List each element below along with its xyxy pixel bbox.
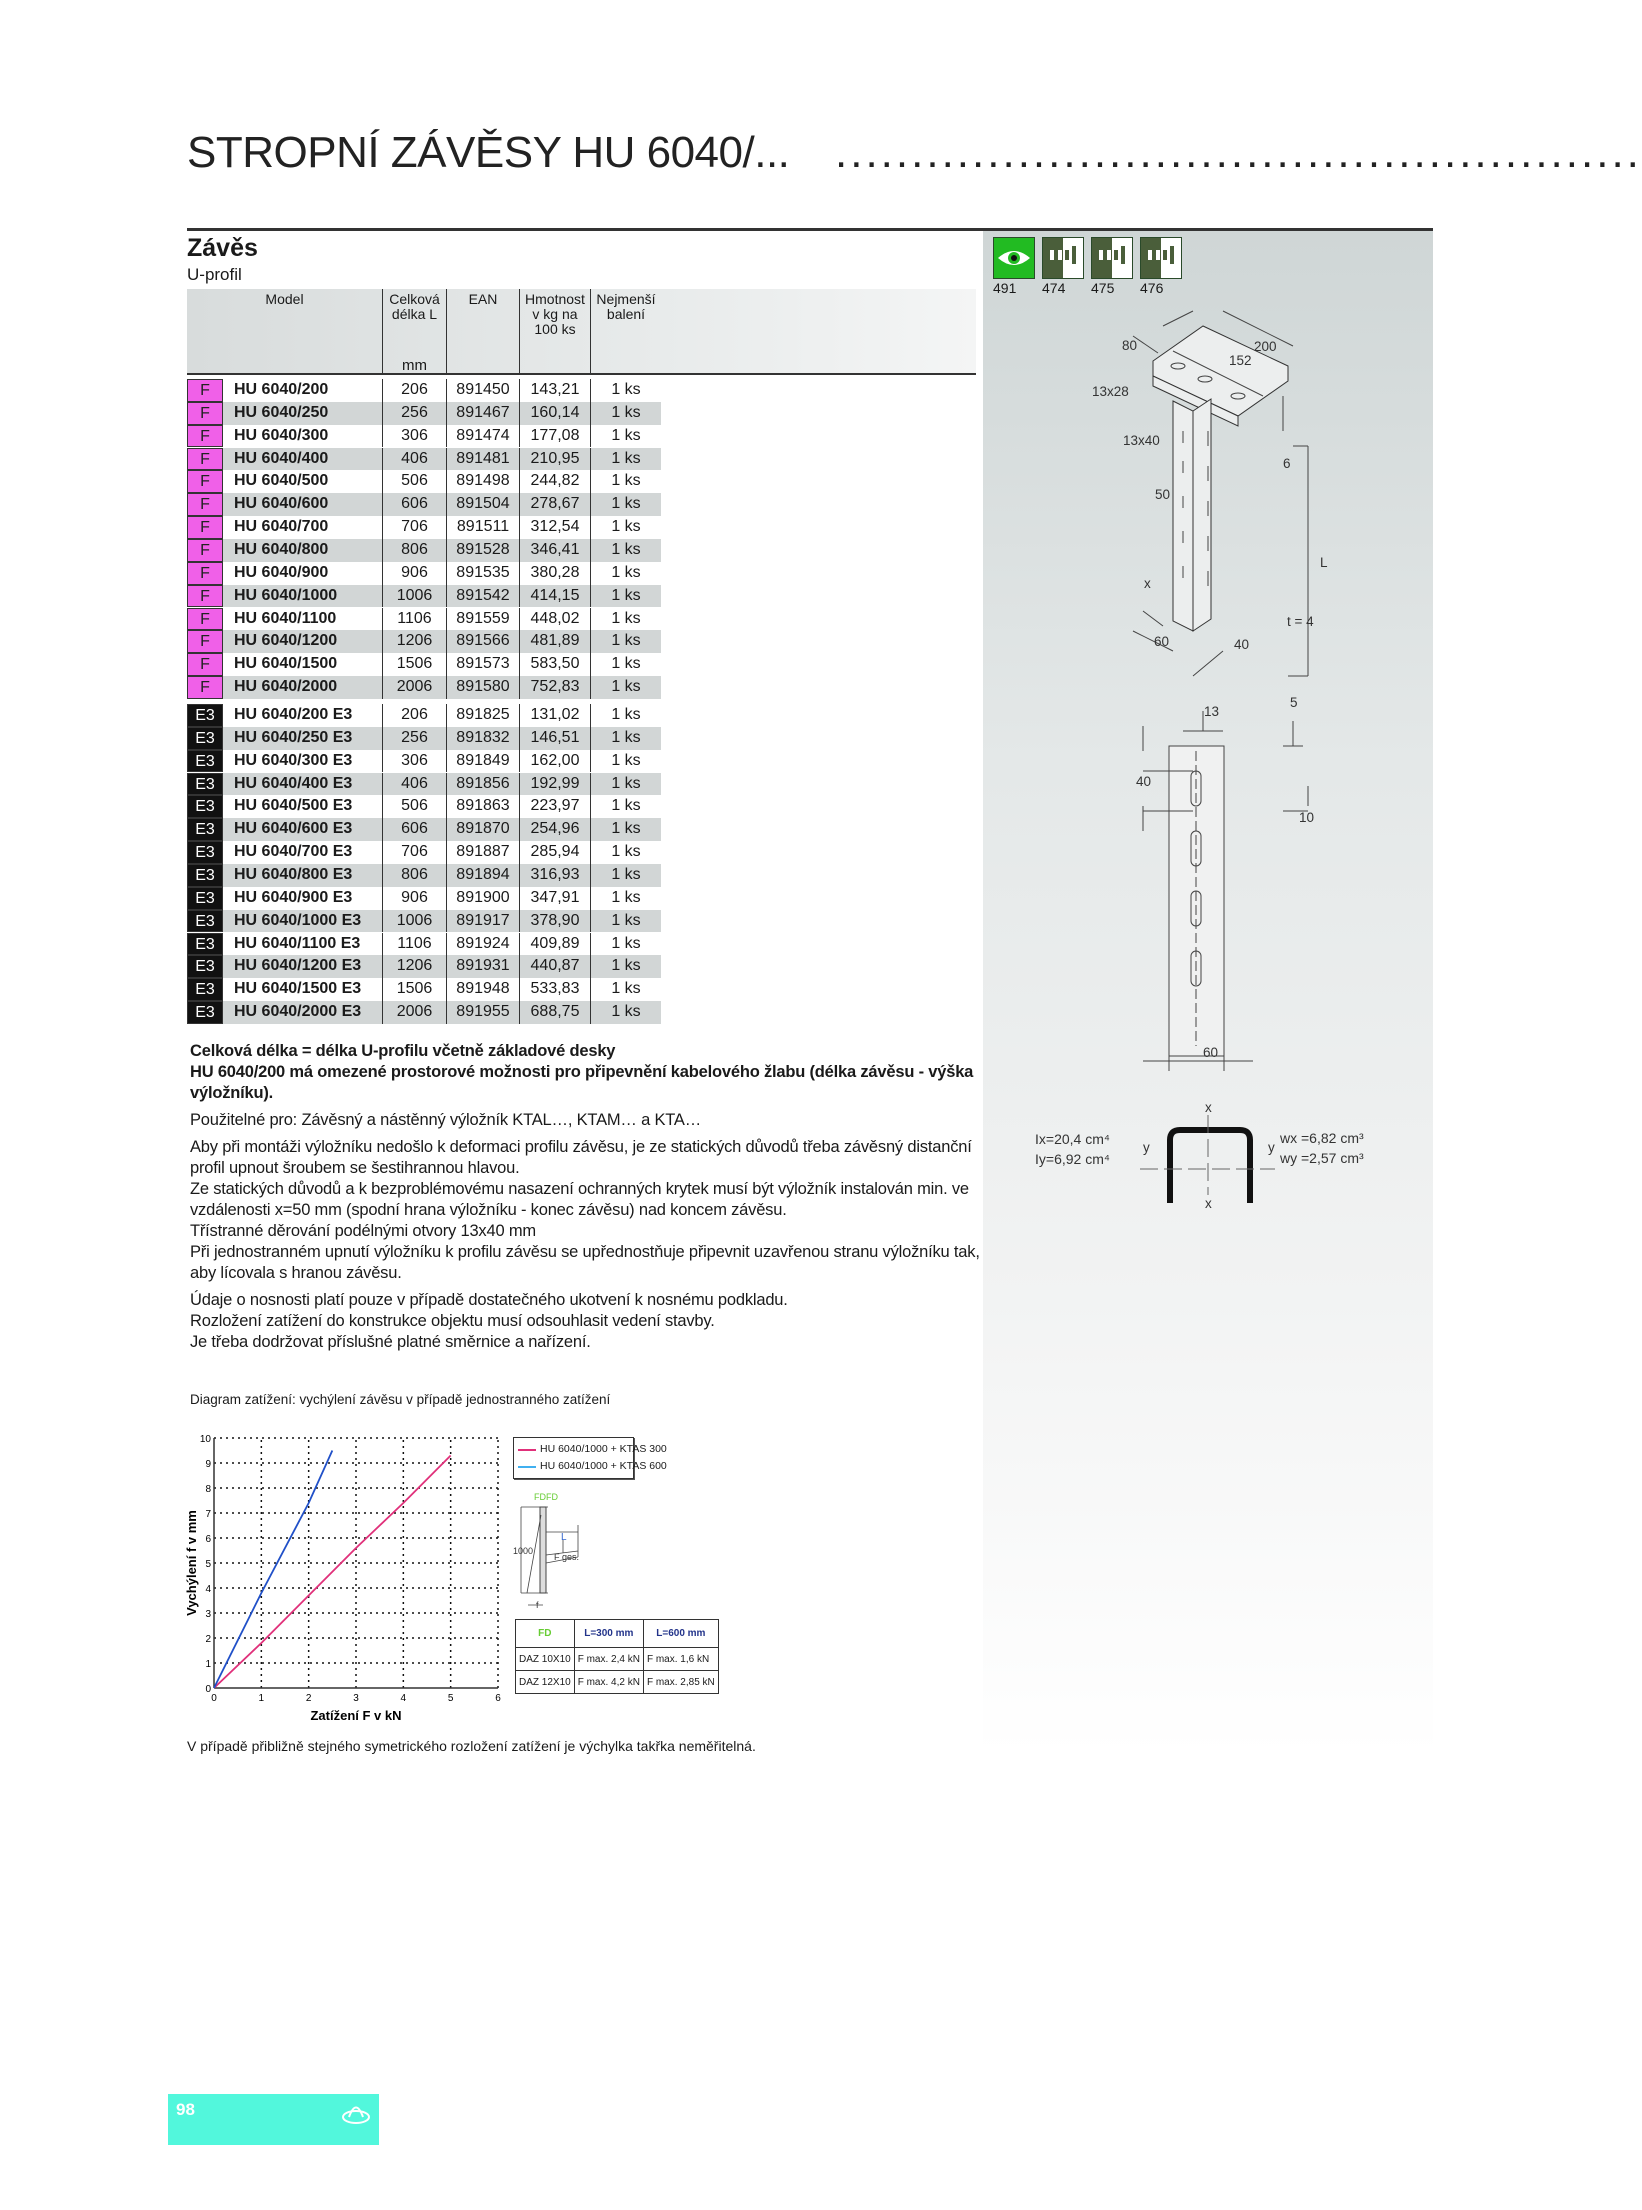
- y-tick-label: 2: [205, 1634, 211, 1645]
- length-cell: 606: [382, 818, 446, 841]
- model-cell: HU 6040/2000: [234, 678, 338, 696]
- pack-cell: 1 ks: [590, 653, 661, 676]
- table-row: [187, 818, 661, 841]
- badge: E3: [187, 841, 223, 864]
- header-model: Model: [265, 291, 304, 307]
- ean-cell: 891474: [446, 425, 519, 448]
- model-cell: HU 6040/1500 E3: [234, 980, 362, 998]
- ean-cell: 891900: [446, 887, 519, 910]
- weight-cell: 160,14: [519, 402, 590, 425]
- dim-front-10: 10: [1299, 810, 1315, 825]
- length-cell: 1106: [382, 608, 446, 631]
- ean-cell: 891924: [446, 933, 519, 956]
- pack-cell: 1 ks: [590, 1001, 661, 1024]
- model-cell: HU 6040/600 E3: [234, 820, 353, 838]
- ean-cell: 891535: [446, 562, 519, 585]
- lt-header: L=300 mm: [574, 1620, 643, 1648]
- technical-drawing: [983, 231, 1433, 1091]
- note-p4: Třístranné děrování podélnými otvory 13x40 mm: [190, 1222, 536, 1240]
- table-row: [187, 676, 661, 699]
- ean-cell: 891931: [446, 955, 519, 978]
- model-cell: HU 6040/700 E3: [234, 843, 353, 861]
- axis-y-right: y: [1268, 1140, 1275, 1155]
- badge: E3: [187, 955, 223, 978]
- weight-cell: 316,93: [519, 864, 590, 887]
- x-tick-label: 1: [258, 1693, 265, 1704]
- dim-x: x: [1144, 576, 1151, 591]
- dim-slot-13x28: 13x28: [1092, 384, 1129, 399]
- model-cell: HU 6040/250: [234, 403, 329, 421]
- weight-cell: 162,00: [519, 750, 590, 773]
- y-tick-label: 10: [199, 1434, 211, 1445]
- dim-front-13: 13: [1204, 704, 1220, 719]
- sketch-fges: F ges.: [554, 1552, 580, 1562]
- pack-cell: 1 ks: [590, 470, 661, 493]
- lt-cell: F max. 4,2 kN: [574, 1671, 643, 1694]
- section-subtitle: U-profil: [187, 265, 242, 284]
- sketch-f: f: [536, 1600, 539, 1610]
- ean-cell: 891498: [446, 470, 519, 493]
- weight-cell: 347,91: [519, 887, 590, 910]
- header-weight: Hmotnost v kg na 100 ks: [519, 289, 590, 375]
- dim-50: 50: [1155, 487, 1171, 502]
- header-length: [382, 289, 446, 375]
- pack-cell: 1 ks: [590, 676, 661, 699]
- badge: F: [187, 630, 223, 653]
- weight-cell: 378,90: [519, 910, 590, 933]
- table-row: [187, 795, 661, 818]
- legend-item: HU 6040/1000 + KTAS 300: [540, 1443, 667, 1455]
- table-row: [187, 425, 661, 448]
- title-leader-dots: .....................................................: [835, 128, 1642, 177]
- weight-cell: 177,08: [519, 425, 590, 448]
- model-cell: HU 6040/500: [234, 472, 329, 490]
- badge: F: [187, 608, 223, 631]
- y-tick-label: 8: [205, 1484, 211, 1495]
- model-cell: HU 6040/600: [234, 495, 329, 513]
- lt-cell: F max. 1,6 kN: [643, 1648, 718, 1671]
- load-capacity-table: [515, 1619, 719, 1694]
- badge: F: [187, 470, 223, 493]
- y-tick-label: 3: [205, 1609, 211, 1620]
- table-row: [187, 585, 661, 608]
- ean-cell: 891511: [446, 516, 519, 539]
- badge: F: [187, 425, 223, 448]
- length-cell: 1506: [382, 653, 446, 676]
- weight-cell: 752,83: [519, 676, 590, 699]
- length-cell: 406: [382, 773, 446, 796]
- x-tick-label: 5: [447, 1693, 454, 1704]
- dim-slot-13x40: 13x40: [1123, 433, 1160, 448]
- model-cell: HU 6040/1200 E3: [234, 957, 362, 975]
- pack-cell: 1 ks: [590, 727, 661, 750]
- badge: E3: [187, 750, 223, 773]
- pack-cell: 1 ks: [590, 955, 661, 978]
- icon-label: 491: [993, 280, 1017, 296]
- table-row: [187, 933, 661, 956]
- sketch-L: L: [561, 1532, 567, 1543]
- dim-40: 40: [1234, 637, 1250, 652]
- table-row: [187, 448, 661, 471]
- weight-cell: 448,02: [519, 608, 590, 631]
- weight-cell: 481,89: [519, 630, 590, 653]
- page-footer-box: [168, 2094, 379, 2145]
- ean-cell: 891832: [446, 727, 519, 750]
- axis-x-top: x: [1205, 1100, 1212, 1115]
- table-row: [187, 539, 661, 562]
- table-row: [187, 910, 661, 933]
- page-title: STROPNÍ ZÁVĚSY HU 6040/...: [187, 128, 790, 177]
- weight-cell: 143,21: [519, 379, 590, 402]
- dim-front-40: 40: [1136, 774, 1152, 789]
- weight-cell: 346,41: [519, 539, 590, 562]
- ean-cell: 891580: [446, 676, 519, 699]
- table-row: [187, 978, 661, 1001]
- ean-cell: 891573: [446, 653, 519, 676]
- table-row: [187, 493, 661, 516]
- pack-cell: 1 ks: [590, 608, 661, 631]
- deflection-chart: [180, 1420, 510, 1740]
- ean-cell: 891450: [446, 379, 519, 402]
- table-row: [187, 887, 661, 910]
- lt-header: L=600 mm: [643, 1620, 718, 1648]
- dim-80: 80: [1122, 338, 1138, 353]
- note-p8: Je třeba dodržovat příslušné platné směrnice a nařízení.: [190, 1333, 591, 1351]
- ean-cell: 891825: [446, 704, 519, 727]
- table-row: [187, 630, 661, 653]
- ean-cell: 891559: [446, 608, 519, 631]
- y-axis-label: Vychýlení f v mm: [184, 1510, 199, 1616]
- length-cell: 2006: [382, 1001, 446, 1024]
- sketch-fd: FD: [534, 1492, 546, 1502]
- pack-cell: 1 ks: [590, 448, 661, 471]
- pack-cell: 1 ks: [590, 750, 661, 773]
- dim-152: 152: [1229, 353, 1252, 368]
- lt-cell: DAZ 12X10: [516, 1671, 575, 1694]
- axis-x-bottom: x: [1205, 1196, 1212, 1211]
- model-cell: HU 6040/700: [234, 518, 329, 536]
- pack-cell: 1 ks: [590, 887, 661, 910]
- ean-cell: 891955: [446, 1001, 519, 1024]
- model-cell: HU 6040/1000 E3: [234, 911, 362, 929]
- table-row: [187, 773, 661, 796]
- badge: F: [187, 516, 223, 539]
- lt-cell: F max. 2,85 kN: [643, 1671, 718, 1694]
- table-row: [187, 562, 661, 585]
- dim-200: 200: [1254, 339, 1277, 354]
- pack-cell: 1 ks: [590, 402, 661, 425]
- length-cell: 256: [382, 402, 446, 425]
- weight-cell: 192,99: [519, 773, 590, 796]
- length-cell: 706: [382, 841, 446, 864]
- note-p7: Rozložení zatížení do konstrukce objektu musí odsouhlasit vedení stavby.: [190, 1312, 715, 1330]
- pack-cell: 1 ks: [590, 841, 661, 864]
- length-cell: 1206: [382, 955, 446, 978]
- table-row: [187, 470, 661, 493]
- table-row: [187, 955, 661, 978]
- note-p5: Při jednostranném upnutí výložníku k profilu závěsu se upřednostňuje připevnit uzavřenou stranu výložníku tak, aby lícovala s hranou závěsu.: [190, 1243, 980, 1282]
- table-row: [187, 516, 661, 539]
- ean-cell: 891856: [446, 773, 519, 796]
- header-length-label: Celková délka L: [389, 291, 440, 322]
- ean-cell: 891504: [446, 493, 519, 516]
- chart-footnote: V případě přibližně stejného symetrického rozložení zatížení je výchylka takřka neměřitelná.: [187, 1738, 756, 1754]
- pack-cell: 1 ks: [590, 933, 661, 956]
- length-cell: 306: [382, 425, 446, 448]
- u-profile-section: [1140, 1100, 1280, 1210]
- profile-wy: wy =2,57 cm³: [1280, 1150, 1364, 1166]
- x-axis-label: Zatížení F v kN: [310, 1708, 402, 1723]
- table-row: [187, 864, 661, 887]
- table-row: [187, 379, 661, 402]
- pack-cell: 1 ks: [590, 704, 661, 727]
- dim-front-5: 5: [1290, 695, 1298, 710]
- page-number: 98: [176, 2100, 195, 2119]
- weight-cell: 688,75: [519, 1001, 590, 1024]
- model-cell: HU 6040/400 E3: [234, 774, 353, 792]
- model-cell: HU 6040/800: [234, 540, 329, 558]
- badge: E3: [187, 978, 223, 1001]
- ean-cell: 891894: [446, 864, 519, 887]
- model-cell: HU 6040/500 E3: [234, 797, 353, 815]
- sketch-fd: FD: [546, 1492, 558, 1502]
- ean-cell: 891849: [446, 750, 519, 773]
- x-tick-label: 2: [305, 1693, 312, 1704]
- model-cell: HU 6040/1100 E3: [234, 934, 361, 952]
- section-title: Závěs: [187, 234, 258, 262]
- table-row: [187, 841, 661, 864]
- length-cell: 606: [382, 493, 446, 516]
- header-pack: Nejmenší balení: [590, 289, 661, 375]
- icon-label: 474: [1042, 280, 1066, 296]
- note-bold-1: Celková délka = délka U-profilu včetně základové desky: [190, 1042, 616, 1060]
- lt-header: FD: [516, 1620, 575, 1648]
- x-tick-label: 0: [211, 1693, 217, 1704]
- pack-cell: 1 ks: [590, 818, 661, 841]
- weight-cell: 583,50: [519, 653, 590, 676]
- weight-cell: 414,15: [519, 585, 590, 608]
- length-cell: 806: [382, 539, 446, 562]
- profile-ix: Ix=20,4 cm⁴: [1035, 1131, 1110, 1147]
- weight-cell: 223,97: [519, 795, 590, 818]
- pack-cell: 1 ks: [590, 493, 661, 516]
- note-p6: Údaje o nosnosti platí pouze v případě dostatečného ukotvení k nosnému podkladu.: [190, 1291, 788, 1309]
- ean-cell: 891870: [446, 818, 519, 841]
- ean-cell: 891467: [446, 402, 519, 425]
- model-cell: HU 6040/300 E3: [234, 751, 353, 769]
- lt-cell: DAZ 10X10: [516, 1648, 575, 1671]
- badge: F: [187, 676, 223, 699]
- model-cell: HU 6040/900 E3: [234, 888, 353, 906]
- series-line: [214, 1451, 332, 1689]
- ean-cell: 891887: [446, 841, 519, 864]
- table-row: [187, 750, 661, 773]
- x-tick-label: 3: [353, 1693, 359, 1704]
- weight-cell: 278,67: [519, 493, 590, 516]
- weight-cell: 254,96: [519, 818, 590, 841]
- length-cell: 1006: [382, 585, 446, 608]
- logo-icon: [340, 2102, 372, 2128]
- model-cell: HU 6040/800 E3: [234, 865, 353, 883]
- length-cell: 1006: [382, 910, 446, 933]
- weight-cell: 210,95: [519, 448, 590, 471]
- badge: E3: [187, 933, 223, 956]
- badge: E3: [187, 864, 223, 887]
- length-cell: 906: [382, 562, 446, 585]
- note-bold-2: HU 6040/200 má omezené prostorové možnosti pro připevnění kabelového žlabu (délka závěsu - výška výložníku).: [190, 1063, 974, 1102]
- length-cell: 1206: [382, 630, 446, 653]
- model-cell: HU 6040/300: [234, 426, 329, 444]
- icon-label: 476: [1140, 280, 1164, 296]
- table-row: [187, 1001, 661, 1024]
- y-tick-label: 0: [205, 1684, 211, 1695]
- chart-legend: [513, 1437, 667, 1479]
- x-tick-label: 4: [400, 1693, 407, 1704]
- axis-y-left: y: [1143, 1140, 1150, 1155]
- length-cell: 206: [382, 704, 446, 727]
- pack-cell: 1 ks: [590, 425, 661, 448]
- length-cell: 806: [382, 864, 446, 887]
- table-row: [187, 727, 661, 750]
- badge: F: [187, 585, 223, 608]
- length-cell: 2006: [382, 676, 446, 699]
- ean-cell: 891481: [446, 448, 519, 471]
- model-cell: HU 6040/900: [234, 563, 329, 581]
- table-row: [187, 704, 661, 727]
- weight-cell: 312,54: [519, 516, 590, 539]
- badge: F: [187, 653, 223, 676]
- weight-cell: 440,87: [519, 955, 590, 978]
- model-cell: HU 6040/1000: [234, 586, 338, 604]
- badge: F: [187, 402, 223, 425]
- dim-front-60: 60: [1203, 1045, 1219, 1060]
- badge: E3: [187, 1001, 223, 1024]
- model-cell: HU 6040/1500: [234, 655, 338, 673]
- pack-cell: 1 ks: [590, 539, 661, 562]
- header-ean: EAN: [446, 289, 519, 375]
- length-cell: 906: [382, 887, 446, 910]
- profile-wx: wx =6,82 cm³: [1280, 1130, 1364, 1146]
- dim-6: 6: [1283, 456, 1291, 471]
- length-cell: 1506: [382, 978, 446, 1001]
- note-p3: Ze statických důvodů a k bezproblémovému nasazení ochranných krytek musí být výložník instalován min. ve vzdálenosti x=50 mm (spodní hrana výložníku - konec závěsu) nad koncem závěsu.: [190, 1180, 969, 1219]
- length-cell: 256: [382, 727, 446, 750]
- dim-L: L: [1320, 555, 1328, 570]
- weight-cell: 533,83: [519, 978, 590, 1001]
- badge: E3: [187, 773, 223, 796]
- y-tick-label: 7: [205, 1509, 211, 1520]
- pack-cell: 1 ks: [590, 585, 661, 608]
- note-p2: Aby při montáži výložníku nedošlo k deformaci profilu závěsu, je ze statických důvodů třeba závěsný distanční profil upnout šroubem se šestihrannou hlavou.: [190, 1138, 972, 1177]
- badge: F: [187, 539, 223, 562]
- series-line: [214, 1456, 451, 1689]
- badge: F: [187, 448, 223, 471]
- badge: E3: [187, 795, 223, 818]
- diagram-caption: Diagram zatížení: vychýlení závěsu v případě jednostranného zatížení: [190, 1392, 611, 1407]
- length-cell: 706: [382, 516, 446, 539]
- weight-cell: 409,89: [519, 933, 590, 956]
- icon-label: 475: [1091, 280, 1115, 296]
- weight-cell: 244,82: [519, 470, 590, 493]
- ean-cell: 891542: [446, 585, 519, 608]
- badge: E3: [187, 887, 223, 910]
- pack-cell: 1 ks: [590, 795, 661, 818]
- model-cell: HU 6040/400: [234, 449, 329, 467]
- badge: F: [187, 379, 223, 402]
- y-tick-label: 4: [205, 1584, 211, 1595]
- dim-t: t = 4: [1287, 614, 1314, 629]
- badge: F: [187, 562, 223, 585]
- length-cell: 306: [382, 750, 446, 773]
- y-tick-label: 9: [205, 1459, 211, 1470]
- note-usage: Použitelné pro: Závěsný a nástěnný výložník KTAL…, KTAM… a KTA…: [190, 1111, 702, 1129]
- weight-cell: 285,94: [519, 841, 590, 864]
- legend-item: HU 6040/1000 + KTAS 600: [540, 1460, 667, 1472]
- badge: E3: [187, 704, 223, 727]
- header-length-unit: mm: [402, 357, 427, 374]
- x-tick-label: 6: [495, 1693, 501, 1704]
- model-cell: HU 6040/200 E3: [234, 706, 353, 723]
- pack-cell: 1 ks: [590, 379, 661, 402]
- pack-cell: 1 ks: [590, 864, 661, 887]
- model-cell: HU 6040/200: [234, 381, 329, 398]
- length-cell: 506: [382, 795, 446, 818]
- lt-cell: F max. 2,4 kN: [574, 1648, 643, 1671]
- weight-cell: 131,02: [519, 704, 590, 727]
- pack-cell: 1 ks: [590, 978, 661, 1001]
- weight-cell: 380,28: [519, 562, 590, 585]
- y-tick-label: 1: [205, 1659, 211, 1670]
- badge: E3: [187, 910, 223, 933]
- badge: F: [187, 493, 223, 516]
- badge: E3: [187, 727, 223, 750]
- ean-cell: 891917: [446, 910, 519, 933]
- model-cell: HU 6040/1200: [234, 632, 338, 650]
- table-row: [187, 608, 661, 631]
- model-cell: HU 6040/1100: [234, 609, 337, 627]
- ean-cell: 891566: [446, 630, 519, 653]
- pack-cell: 1 ks: [590, 773, 661, 796]
- length-cell: 1106: [382, 933, 446, 956]
- ean-cell: 891863: [446, 795, 519, 818]
- pack-cell: 1 ks: [590, 516, 661, 539]
- length-cell: 206: [382, 379, 446, 402]
- y-tick-label: 6: [205, 1534, 211, 1545]
- table-row: [187, 402, 661, 425]
- pack-cell: 1 ks: [590, 910, 661, 933]
- table-row: [187, 653, 661, 676]
- ean-cell: 891528: [446, 539, 519, 562]
- y-tick-label: 5: [205, 1559, 211, 1570]
- model-cell: HU 6040/2000 E3: [234, 1003, 362, 1021]
- length-cell: 406: [382, 448, 446, 471]
- pack-cell: 1 ks: [590, 562, 661, 585]
- badge: E3: [187, 818, 223, 841]
- length-cell: 506: [382, 470, 446, 493]
- notes: [190, 1041, 990, 1353]
- weight-cell: 146,51: [519, 727, 590, 750]
- ean-cell: 891948: [446, 978, 519, 1001]
- model-cell: HU 6040/250 E3: [234, 728, 353, 746]
- table-header: [187, 289, 976, 375]
- pack-cell: 1 ks: [590, 630, 661, 653]
- sketch-height: 1000: [513, 1546, 534, 1556]
- dim-60: 60: [1154, 634, 1170, 649]
- profile-iy: Iy=6,92 cm⁴: [1035, 1151, 1110, 1167]
